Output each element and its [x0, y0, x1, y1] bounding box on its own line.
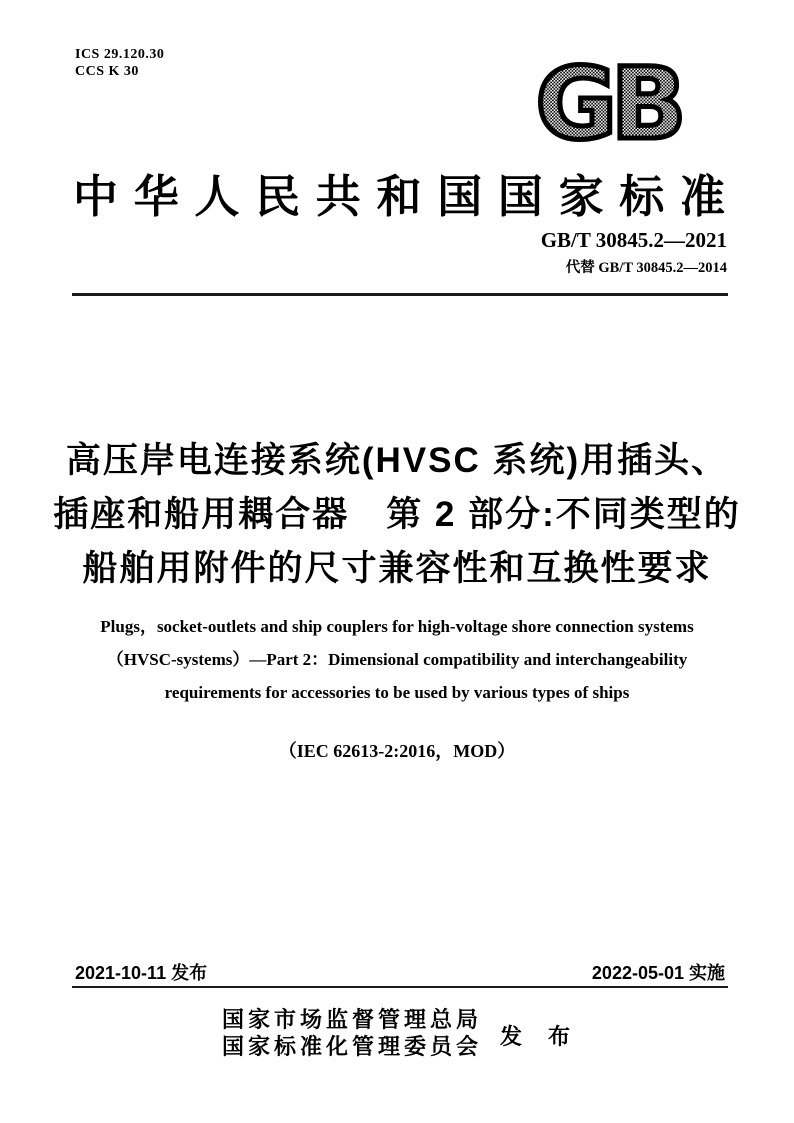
issuer-line-1: 国家市场监督管理总局 [221, 1007, 482, 1032]
ics-code: ICS 29.120.30 [75, 47, 165, 62]
header-divider-rule [72, 293, 728, 296]
classification-codes [75, 46, 164, 80]
zh-title-line-3: 船舶用附件的尺寸兼容性和互换性要求 [82, 549, 712, 588]
gb-logo-letters: GB [535, 56, 681, 146]
zh-title-line-2: 插座和船用耦合器 第 2 部分:不同类型的 [53, 495, 741, 534]
gb-logo [516, 56, 700, 146]
country-standard-heading: 中华人民共和国国家标准 [73, 172, 725, 222]
ccs-code: CCS K 30 [75, 64, 139, 79]
en-title-line-1: Plugs，socket-outlets and ship couplers for high-voltage shore connection systems [100, 617, 694, 636]
footer-divider-rule [72, 986, 728, 988]
standard-title-en [0, 610, 794, 709]
gb-logo-graphic [516, 56, 700, 146]
en-title-line-3: requirements for accessories to be used by various types of ships [164, 683, 630, 702]
issuing-bodies [222, 1006, 482, 1060]
publisher-block [0, 1006, 794, 1060]
implementation-date: 2022-05-01 实施 [591, 963, 725, 983]
standard-title-zh [0, 434, 794, 596]
standard-number: GB/T 30845.2—2021 [540, 228, 727, 252]
zh-title-line-1: 高压岸电连接系统(HVSC 系统)用插头、 [65, 441, 729, 480]
issuer-line-2: 国家标准化管理委员会 [221, 1034, 482, 1059]
replaced-standard-note: 代替 GB/T 30845.2—2014 [565, 260, 727, 276]
publish-label: 发 布 [500, 1023, 573, 1049]
issue-date: 2021-10-11 发布 [75, 963, 208, 983]
iec-adoption-reference: （IEC 62613-2:2016，MOD） [278, 741, 516, 761]
en-title-line-2: （HVSC-systems）—Part 2：Dimensional compatibility and interchangeability [106, 650, 688, 669]
